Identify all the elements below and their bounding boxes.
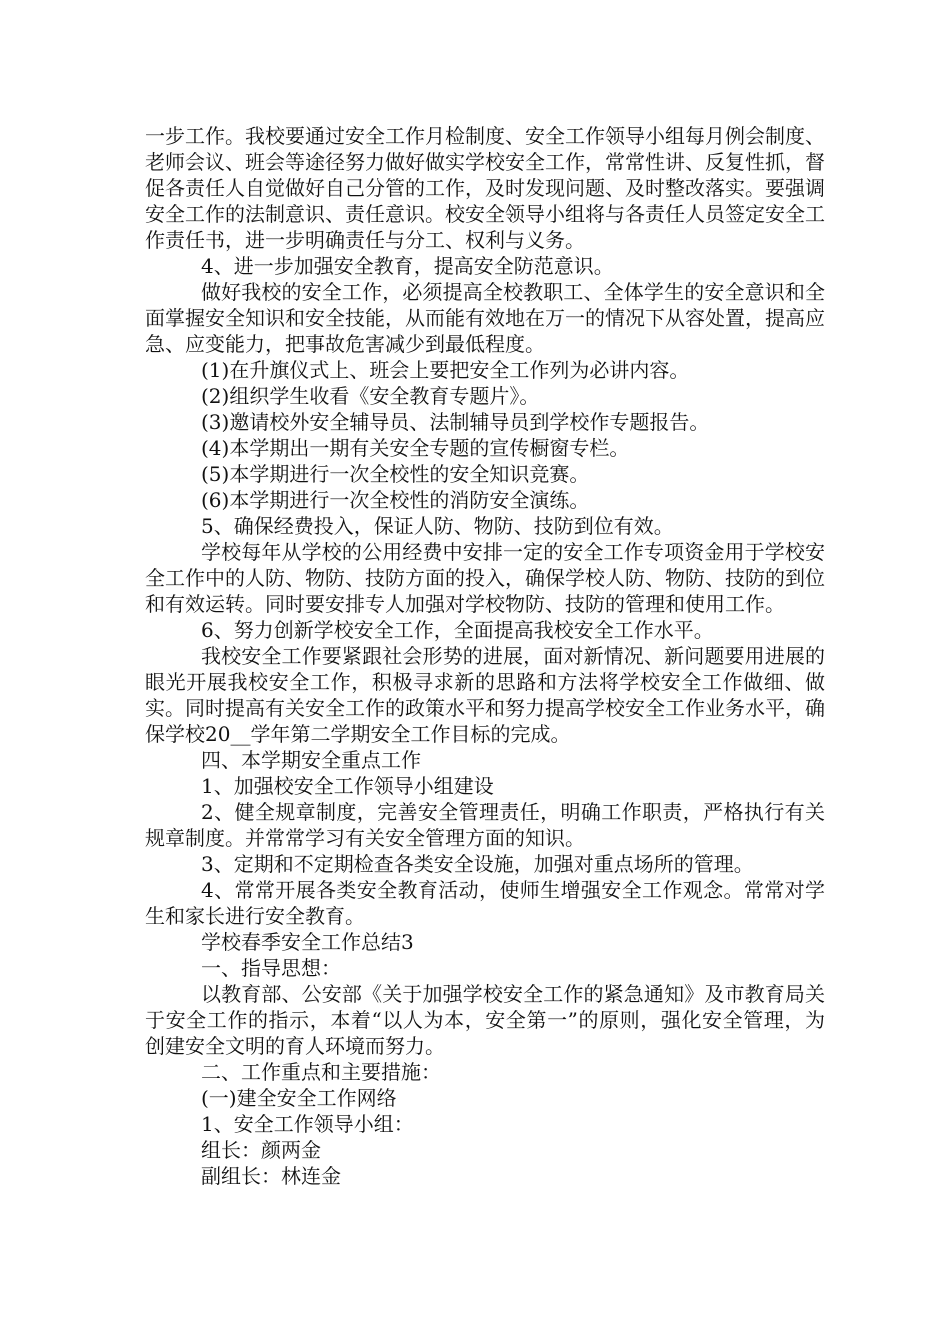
paragraph: 学校每年从学校的公用经费中安排一定的安全工作专项资金用于学校安全工作中的人防、物防、技防方面的投入，确保学校人防、物防、技防的到位和有效运转。同时要安排专人加强对学校物防、技防的管理和使用工作。 xyxy=(145,540,825,616)
paragraph: 4、进一步加强安全教育，提高安全防范意识。 xyxy=(201,254,614,278)
paragraph: 2、健全规章制度，完善安全管理责任，明确工作职责，严格执行有关规章制度。并常常学习有关安全管理方面的知识。 xyxy=(145,800,825,850)
section-heading: 四、本学期安全重点工作 xyxy=(201,748,421,772)
paragraph: 1、安全工作领导小组： xyxy=(201,1112,414,1136)
list-item: (2)组织学生收看《安全教育专题片》。 xyxy=(201,384,540,408)
section-heading: 一、指导思想： xyxy=(201,956,341,980)
paragraph: 1、加强校安全工作领导小组建设 xyxy=(201,774,494,798)
list-item: (4)本学期出一期有关安全专题的宣传橱窗专栏。 xyxy=(201,436,630,460)
list-item: (6)本学期进行一次全校性的消防安全演练。 xyxy=(201,488,590,512)
list-item: (1)在升旗仪式上、班会上要把安全工作列为必讲内容。 xyxy=(201,358,690,382)
paragraph: 以教育部、公安部《关于加强学校安全工作的紧急通知》及市教育局关于安全工作的指示，本着“以人为本，安全第一”的原则，强化安全管理，为创建安全文明的育人环境而努力。 xyxy=(145,982,825,1058)
paragraph: 6、努力创新学校安全工作，全面提高我校安全工作水平。 xyxy=(201,618,714,642)
paragraph: 一步工作。我校要通过安全工作月检制度、安全工作领导小组每月例会制度、老师会议、班会等途径努力做好做实学校安全工作，常常性讲、反复性抓，督促各责任人自觉做好自己分管的工作，及时发现问题、及时整改落实。要强调安全工作的法制意识、责任意识。校安全领导小组将与各责任人员签定安全工作责任书，进一步明确责任与分工、权利与义务。 xyxy=(145,124,825,252)
paragraph: 组长：颜两金 xyxy=(201,1138,321,1162)
paragraph: 我校安全工作要紧跟社会形势的进展，面对新情况、新问题要用进展的眼光开展我校安全工作，积极寻求新的思路和方法将学校安全工作做细、做实。同时提高有关安全工作的政策水平和努力提高学校安全工作业务水平，确保学校20__学年第二学期安全工作目标的完成。 xyxy=(145,644,825,746)
subsection-heading: (一)建全安全工作网络 xyxy=(201,1086,397,1110)
paragraph: 3、定期和不定期检查各类安全设施，加强对重点场所的管理。 xyxy=(201,852,754,876)
paragraph: 做好我校的安全工作，必须提高全校教职工、全体学生的安全意识和全面掌握安全知识和安全技能，从而能有效地在万一的情况下从容处置，提高应急、应变能力，把事故危害减少到最低程度。 xyxy=(145,280,825,356)
document-body xyxy=(145,123,825,1189)
list-item: (3)邀请校外安全辅导员、法制辅导员到学校作专题报告。 xyxy=(201,410,710,434)
list-item: (5)本学期进行一次全校性的安全知识竞赛。 xyxy=(201,462,590,486)
section-heading: 二、工作重点和主要措施： xyxy=(201,1060,441,1084)
paragraph: 5、确保经费投入，保证人防、物防、技防到位有效。 xyxy=(201,514,674,538)
document-title: 学校春季安全工作总结3 xyxy=(201,930,414,954)
paragraph: 副组长：林连金 xyxy=(201,1164,341,1188)
paragraph: 4、常常开展各类安全教育活动，使师生增强安全工作观念。常常对学生和家长进行安全教育。 xyxy=(145,878,825,928)
